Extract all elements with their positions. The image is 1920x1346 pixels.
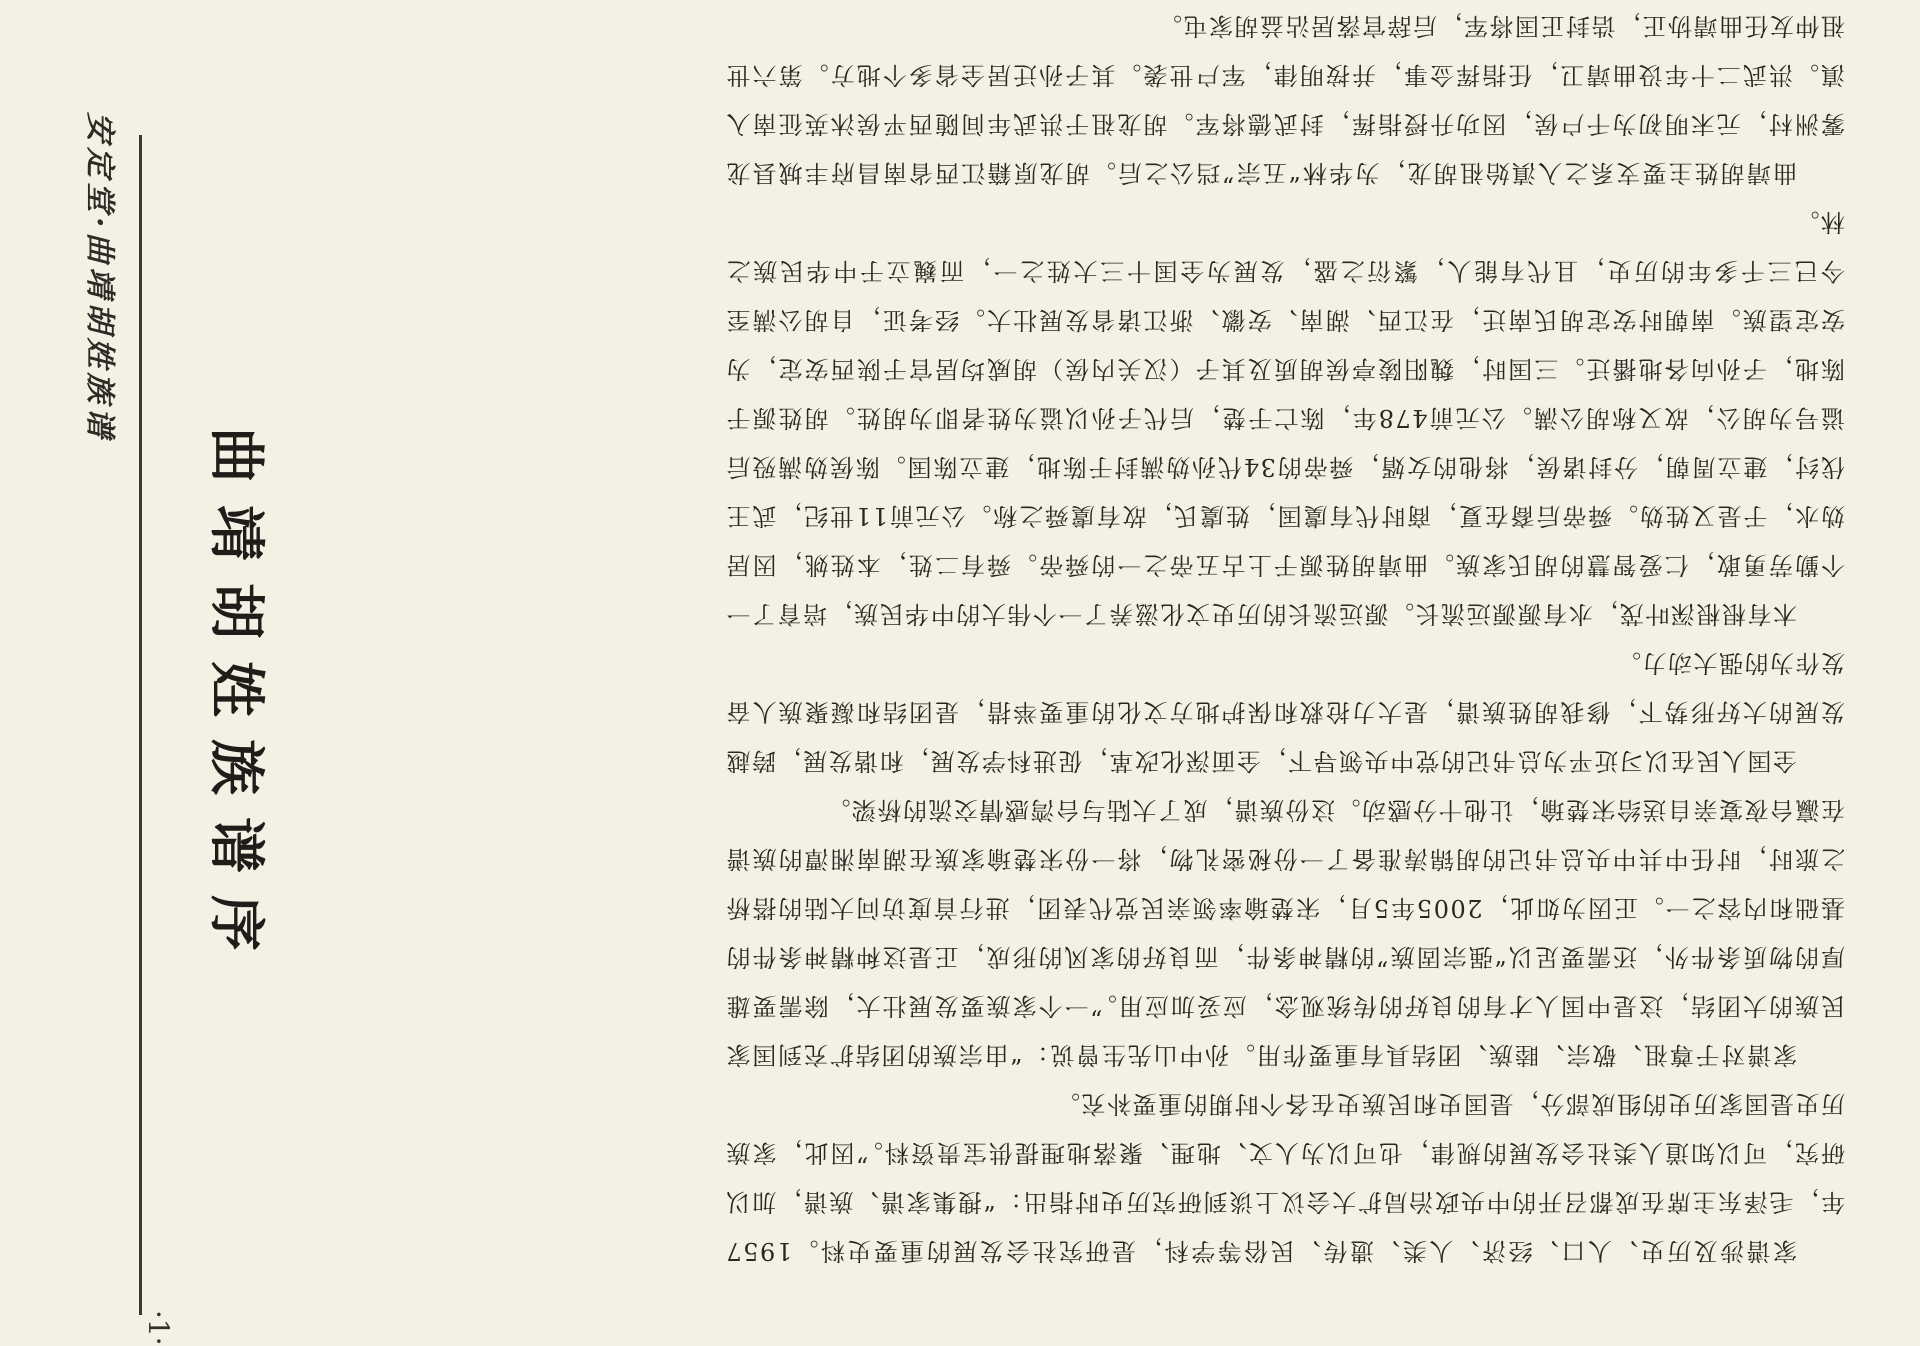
paragraph: 曲靖胡姓主要支系之入滇始祖胡龙，为华林“五宗”珰公之后。胡龙原籍江西省南昌府丰城县龙雾洲村，元末明初为千户侯，因功升授指挥，封武德将军。胡龙祖于洪武年间随西平侯沐英征南入滇。洪武二十年设曲靖卫，任指挥佥事，并按明律，军户世袭。其子孙迁居全省多个地方。第六世祖仲友任曲靖协正，诰封正国将军，后辞官落居沾益胡家屯。 bbox=[725, 12, 1845, 187]
header-rule bbox=[139, 135, 142, 1315]
running-header: 安定堂·曲靖胡姓族谱 bbox=[82, 112, 117, 443]
page-number: ·1· bbox=[142, 1310, 175, 1346]
paragraph: 木有根根深叶茂，水有源源远流长。源远流长的历史文化滋养了一个伟大的中华民族，培育了一个勤劳勇敢，仁爱智慧的胡氏家族。曲靖胡姓源于上古五帝之一的舜帝。舜有二姓，本姓姚，因居妫水，于是又姓妫。舜帝后裔在夏，商时代有虞国，姓虞氏，故有虞舜之称。公元前11世纪，武王伐纣，建立周朝，分封诸侯，将他的女婿，舜帝的34代孙妫满封于陈地，建立陈国。陈侯妫满殁后谥号为胡公，故又称胡公满。公元前478年，陈亡于楚，后代子孙以谥为姓者即为胡姓。胡姓源于陈地，子孙向各地播迁。三国时，魏阳陵亭侯胡质及其子（汉关内侯）胡威均居官于陕西安定，为安定望族。南朝时安定胡氏南迁，在江西、湖南、安徽、浙江诸省发展壮大。经考证，自胡公满至今已三千多年的历史，且代有能人，繁衍之盛，发展为全国十三大姓之一，而巍立于中华民族之林。 bbox=[725, 208, 1845, 628]
page-title: 曲靖胡姓族谱序 bbox=[203, 427, 268, 973]
paragraph: 全国人民在以习近平为总书记的党中央领导下，全面深化改革，促进科学发展，和谐发展，跨越发展的大好形势下，修我胡姓族谱，是大力抢救和保护地方文化的重要举措，是团结和凝聚族人奋发作为的强大动力。 bbox=[725, 649, 1845, 775]
paragraph: 家谱对于尊祖、敬宗、睦族、团结具有重要作用。孙中山先生曾说：“由宗族的团结扩充到国家民族的大团结，这是中国人才有的良好的传统观念，应妥加应用。”一个家族要发展壮大，除需要雄厚的物质条件外，还需要足以“强宗固族”的精神条件，而良好的家风的形成，正是这种精神条件的基础和内容之一。正因为如此，2005年5月，宋楚瑜率领亲民党代表团，进行首度访问大陆的搭桥之旅时，时任中共中央总书记的胡锦涛准备了一份秘密礼物，将一份宋楚瑜家族在湖南湘潭的族谱在瀛台夜宴亲自送给宋楚瑜，让他十分感动。这份族谱，成了大陆与台湾感情交流的桥梁。 bbox=[725, 796, 1845, 1069]
paragraph: 家谱涉及历史、人口、经济、人类、遗传、民俗等学科，是研究社会发展的重要史料。1957年，毛泽东主席在成都召开的中央政治局扩大会议上谈到研究历史时指出：“搜集家谱、族谱，加以研究，可以知道人类社会发展的规律，也可以为人文、地理、聚落地理提供宝贵资料。”因此，家族历史是国家历史的组成部分，是国史和民族史在各个时期的重要补充。 bbox=[725, 1090, 1845, 1265]
body-text bbox=[725, 0, 1845, 1275]
